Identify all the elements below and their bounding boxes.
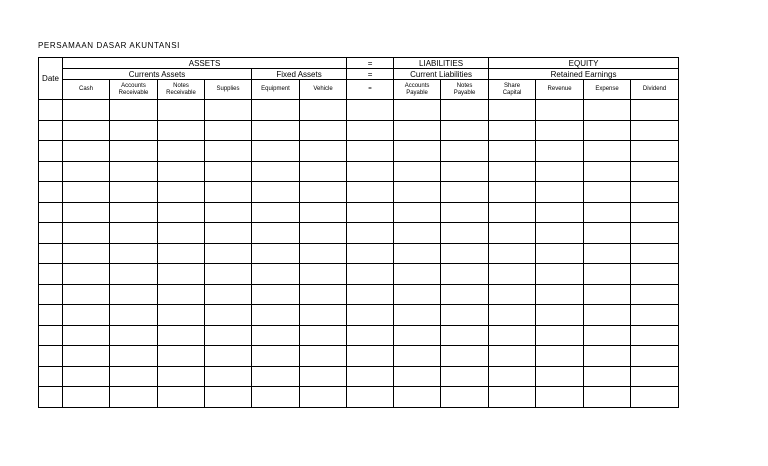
date-header: Date (39, 58, 63, 100)
current-assets-header: Currents Assets (63, 69, 252, 80)
entry-cell[interactable] (631, 161, 679, 182)
entry-cell[interactable] (347, 243, 394, 264)
date-cell[interactable] (39, 305, 63, 326)
entry-cell[interactable] (631, 223, 679, 244)
entry-cell[interactable] (584, 223, 631, 244)
entry-cell[interactable] (110, 120, 158, 141)
entry-cell[interactable] (441, 346, 489, 367)
entry-cell[interactable] (631, 100, 679, 121)
entry-cell[interactable] (158, 366, 205, 387)
entry-cell[interactable] (536, 223, 584, 244)
entry-cell[interactable] (63, 182, 110, 203)
entry-cell[interactable] (205, 182, 252, 203)
entry-cell[interactable] (158, 120, 205, 141)
entry-cell[interactable] (300, 223, 347, 244)
entry-cell[interactable] (158, 182, 205, 203)
date-cell[interactable] (39, 223, 63, 244)
entry-cell[interactable] (110, 284, 158, 305)
table-row (39, 100, 679, 121)
entry-cell[interactable] (631, 346, 679, 367)
entry-cell[interactable] (63, 141, 110, 162)
column-header-vehicle: Vehicle (300, 80, 347, 100)
entry-cell[interactable] (536, 264, 584, 285)
entry-cell[interactable] (536, 202, 584, 223)
entry-cell[interactable] (441, 264, 489, 285)
table-body (39, 100, 679, 408)
entry-cell[interactable] (441, 366, 489, 387)
entry-cell[interactable] (489, 325, 536, 346)
entry-cell[interactable] (347, 264, 394, 285)
entry-cell[interactable] (394, 284, 441, 305)
entry-cell[interactable] (110, 264, 158, 285)
entry-cell[interactable] (584, 120, 631, 141)
entry-cell[interactable] (205, 366, 252, 387)
entry-cell[interactable] (584, 141, 631, 162)
entry-cell[interactable] (63, 284, 110, 305)
retained-earnings-header: Retained Earnings (489, 69, 679, 80)
entry-cell[interactable] (158, 100, 205, 121)
entry-cell[interactable] (300, 120, 347, 141)
entry-cell[interactable] (252, 141, 300, 162)
entry-cell[interactable] (536, 161, 584, 182)
entry-cell[interactable] (441, 243, 489, 264)
date-cell[interactable] (39, 120, 63, 141)
entry-cell[interactable] (584, 366, 631, 387)
entry-cell[interactable] (205, 387, 252, 408)
date-cell[interactable] (39, 284, 63, 305)
entry-cell[interactable] (489, 120, 536, 141)
entry-cell[interactable] (536, 325, 584, 346)
entry-cell[interactable] (252, 100, 300, 121)
entry-cell[interactable] (536, 366, 584, 387)
date-cell[interactable] (39, 264, 63, 285)
entry-cell[interactable] (252, 325, 300, 346)
entry-cell[interactable] (158, 141, 205, 162)
entry-cell[interactable] (252, 243, 300, 264)
entry-cell[interactable] (347, 161, 394, 182)
entry-cell[interactable] (631, 366, 679, 387)
table-row (39, 305, 679, 326)
entry-cell[interactable] (584, 100, 631, 121)
entry-cell[interactable] (205, 346, 252, 367)
entry-cell[interactable] (441, 161, 489, 182)
entry-cell[interactable] (631, 387, 679, 408)
entry-cell[interactable] (489, 243, 536, 264)
column-header-supplies: Supplies (205, 80, 252, 100)
entry-cell[interactable] (63, 325, 110, 346)
entry-cell[interactable] (110, 161, 158, 182)
entry-cell[interactable] (63, 202, 110, 223)
equity-header: EQUITY (489, 58, 679, 69)
entry-cell[interactable] (63, 100, 110, 121)
entry-cell[interactable] (584, 182, 631, 203)
entry-cell[interactable] (63, 120, 110, 141)
entry-cell[interactable] (536, 243, 584, 264)
entry-cell[interactable] (205, 264, 252, 285)
date-cell[interactable] (39, 141, 63, 162)
entry-cell[interactable] (394, 161, 441, 182)
entry-cell[interactable] (252, 120, 300, 141)
entry-cell[interactable] (158, 346, 205, 367)
entry-cell[interactable] (205, 100, 252, 121)
entry-cell[interactable] (63, 161, 110, 182)
entry-cell[interactable] (110, 223, 158, 244)
sheet-title: PERSAMAAN DASAR AKUNTANSI (38, 41, 180, 50)
entry-cell[interactable] (441, 120, 489, 141)
column-header-accounts-receivable: Accounts Receivable (110, 80, 158, 100)
assets-header: ASSETS (63, 58, 347, 69)
entry-cell[interactable] (252, 161, 300, 182)
entry-cell[interactable] (205, 243, 252, 264)
entry-cell[interactable] (158, 161, 205, 182)
table-row (39, 264, 679, 285)
entry-cell[interactable] (252, 366, 300, 387)
entry-cell[interactable] (347, 346, 394, 367)
table-row (39, 346, 679, 367)
entry-cell[interactable] (252, 202, 300, 223)
entry-cell[interactable] (394, 243, 441, 264)
entry-cell[interactable] (158, 305, 205, 326)
entry-cell[interactable] (441, 223, 489, 244)
entry-cell[interactable] (631, 264, 679, 285)
entry-cell[interactable] (394, 182, 441, 203)
entry-cell[interactable] (584, 243, 631, 264)
table-row (39, 223, 679, 244)
entry-cell[interactable] (300, 100, 347, 121)
entry-cell[interactable] (584, 305, 631, 326)
entry-cell[interactable] (441, 182, 489, 203)
entry-cell[interactable] (631, 243, 679, 264)
entry-cell[interactable] (631, 120, 679, 141)
date-cell[interactable] (39, 100, 63, 121)
entry-cell[interactable] (347, 387, 394, 408)
entry-cell[interactable] (300, 202, 347, 223)
liabilities-header: LIABILITIES (394, 58, 489, 69)
entry-cell[interactable] (394, 100, 441, 121)
entry-cell[interactable] (584, 284, 631, 305)
date-cell[interactable] (39, 161, 63, 182)
entry-cell[interactable] (205, 120, 252, 141)
entry-cell[interactable] (300, 284, 347, 305)
entry-cell[interactable] (300, 305, 347, 326)
entry-cell[interactable] (205, 223, 252, 244)
entry-cell[interactable] (110, 325, 158, 346)
entry-cell[interactable] (158, 202, 205, 223)
entry-cell[interactable] (110, 141, 158, 162)
table-row (39, 141, 679, 162)
entry-cell[interactable] (252, 182, 300, 203)
current-liabilities-header: Current Liabilities (394, 69, 489, 80)
fixed-assets-header: Fixed Assets (252, 69, 347, 80)
entry-cell[interactable] (252, 387, 300, 408)
table-row (39, 202, 679, 223)
entry-cell[interactable] (63, 305, 110, 326)
entry-cell[interactable] (489, 182, 536, 203)
entry-cell[interactable] (63, 243, 110, 264)
entry-cell[interactable] (584, 202, 631, 223)
column-header-accounts-payable: Accounts Payable (394, 80, 441, 100)
column-header-revenue: Revenue (536, 80, 584, 100)
table-row (39, 366, 679, 387)
entry-cell[interactable] (347, 366, 394, 387)
entry-cell[interactable] (110, 387, 158, 408)
entry-cell[interactable] (347, 141, 394, 162)
entry-cell[interactable] (347, 120, 394, 141)
column-header-notes-payable: Notes Payable (441, 80, 489, 100)
entry-cell[interactable] (489, 387, 536, 408)
entry-cell[interactable] (584, 387, 631, 408)
entry-cell[interactable] (441, 202, 489, 223)
entry-cell[interactable] (394, 346, 441, 367)
entry-cell[interactable] (631, 305, 679, 326)
entry-cell[interactable] (158, 284, 205, 305)
entry-cell[interactable] (300, 243, 347, 264)
date-cell[interactable] (39, 202, 63, 223)
table-row (39, 387, 679, 408)
entry-cell[interactable] (536, 182, 584, 203)
entry-cell[interactable] (441, 387, 489, 408)
entry-cell[interactable] (158, 223, 205, 244)
entry-cell[interactable] (63, 223, 110, 244)
entry-cell[interactable] (300, 325, 347, 346)
entry-cell[interactable] (489, 202, 536, 223)
entry-cell[interactable] (300, 366, 347, 387)
table-row (39, 325, 679, 346)
entry-cell[interactable] (347, 325, 394, 346)
entry-cell[interactable] (536, 141, 584, 162)
date-cell[interactable] (39, 366, 63, 387)
entry-cell[interactable] (158, 264, 205, 285)
entry-cell[interactable] (536, 284, 584, 305)
entry-cell[interactable] (300, 161, 347, 182)
entry-cell[interactable] (158, 387, 205, 408)
entry-cell[interactable] (441, 100, 489, 121)
entry-cell[interactable] (489, 346, 536, 367)
entry-cell[interactable] (205, 161, 252, 182)
date-cell[interactable] (39, 325, 63, 346)
entry-cell[interactable] (347, 202, 394, 223)
entry-cell[interactable] (252, 305, 300, 326)
entry-cell[interactable] (205, 325, 252, 346)
entry-cell[interactable] (394, 366, 441, 387)
entry-cell[interactable] (536, 305, 584, 326)
entry-cell[interactable] (584, 325, 631, 346)
entry-cell[interactable] (300, 387, 347, 408)
entry-cell[interactable] (441, 141, 489, 162)
entry-cell[interactable] (252, 223, 300, 244)
entry-cell[interactable] (536, 100, 584, 121)
equals-sign-bottom: = (347, 80, 394, 100)
table-row (39, 161, 679, 182)
entry-cell[interactable] (631, 202, 679, 223)
entry-cell[interactable] (347, 182, 394, 203)
date-cell[interactable] (39, 387, 63, 408)
date-cell[interactable] (39, 182, 63, 203)
equals-sign-top: = (347, 58, 394, 69)
equals-sign-middle: = (347, 69, 394, 80)
entry-cell[interactable] (394, 202, 441, 223)
entry-cell[interactable] (394, 387, 441, 408)
entry-cell[interactable] (394, 223, 441, 244)
entry-cell[interactable] (584, 161, 631, 182)
entry-cell[interactable] (110, 305, 158, 326)
entry-cell[interactable] (110, 100, 158, 121)
column-header-expense: Expense (584, 80, 631, 100)
entry-cell[interactable] (347, 305, 394, 326)
date-cell[interactable] (39, 346, 63, 367)
entry-cell[interactable] (63, 346, 110, 367)
entry-cell[interactable] (110, 202, 158, 223)
column-header-equipment: Equipment (252, 80, 300, 100)
entry-cell[interactable] (300, 182, 347, 203)
table-row (39, 284, 679, 305)
table-row (39, 182, 679, 203)
entry-cell[interactable] (394, 120, 441, 141)
entry-cell[interactable] (347, 100, 394, 121)
entry-cell[interactable] (300, 346, 347, 367)
entry-cell[interactable] (489, 141, 536, 162)
entry-cell[interactable] (584, 264, 631, 285)
entry-cell[interactable] (394, 325, 441, 346)
column-header-dividend: Dividend (631, 80, 679, 100)
entry-cell[interactable] (394, 305, 441, 326)
entry-cell[interactable] (252, 264, 300, 285)
entry-cell[interactable] (205, 305, 252, 326)
entry-cell[interactable] (300, 141, 347, 162)
entry-cell[interactable] (347, 284, 394, 305)
entry-cell[interactable] (536, 387, 584, 408)
date-cell[interactable] (39, 243, 63, 264)
entry-cell[interactable] (441, 284, 489, 305)
entry-cell[interactable] (110, 243, 158, 264)
entry-cell[interactable] (63, 366, 110, 387)
entry-cell[interactable] (631, 182, 679, 203)
entry-cell[interactable] (441, 325, 489, 346)
entry-cell[interactable] (631, 141, 679, 162)
entry-cell[interactable] (489, 305, 536, 326)
entry-cell[interactable] (158, 325, 205, 346)
entry-cell[interactable] (63, 264, 110, 285)
entry-cell[interactable] (489, 366, 536, 387)
table-row (39, 120, 679, 141)
entry-cell[interactable] (489, 284, 536, 305)
entry-cell[interactable] (110, 366, 158, 387)
entry-cell[interactable] (252, 284, 300, 305)
entry-cell[interactable] (347, 223, 394, 244)
column-header-notes-receivable: Notes Receivable (158, 80, 205, 100)
entry-cell[interactable] (489, 264, 536, 285)
entry-cell[interactable] (441, 305, 489, 326)
column-header-share-capital: Share Capital (489, 80, 536, 100)
entry-cell[interactable] (63, 387, 110, 408)
entry-cell[interactable] (536, 346, 584, 367)
entry-cell[interactable] (489, 100, 536, 121)
entry-cell[interactable] (110, 346, 158, 367)
accounting-equation-table (38, 57, 679, 408)
entry-cell[interactable] (489, 223, 536, 244)
entry-cell[interactable] (110, 182, 158, 203)
entry-cell[interactable] (631, 325, 679, 346)
entry-cell[interactable] (536, 120, 584, 141)
entry-cell[interactable] (631, 284, 679, 305)
table-row (39, 243, 679, 264)
entry-cell[interactable] (205, 141, 252, 162)
entry-cell[interactable] (489, 161, 536, 182)
entry-cell[interactable] (205, 284, 252, 305)
entry-cell[interactable] (205, 202, 252, 223)
entry-cell[interactable] (394, 264, 441, 285)
entry-cell[interactable] (394, 141, 441, 162)
entry-cell[interactable] (584, 346, 631, 367)
entry-cell[interactable] (158, 243, 205, 264)
column-header-cash: Cash (63, 80, 110, 100)
entry-cell[interactable] (252, 346, 300, 367)
entry-cell[interactable] (300, 264, 347, 285)
